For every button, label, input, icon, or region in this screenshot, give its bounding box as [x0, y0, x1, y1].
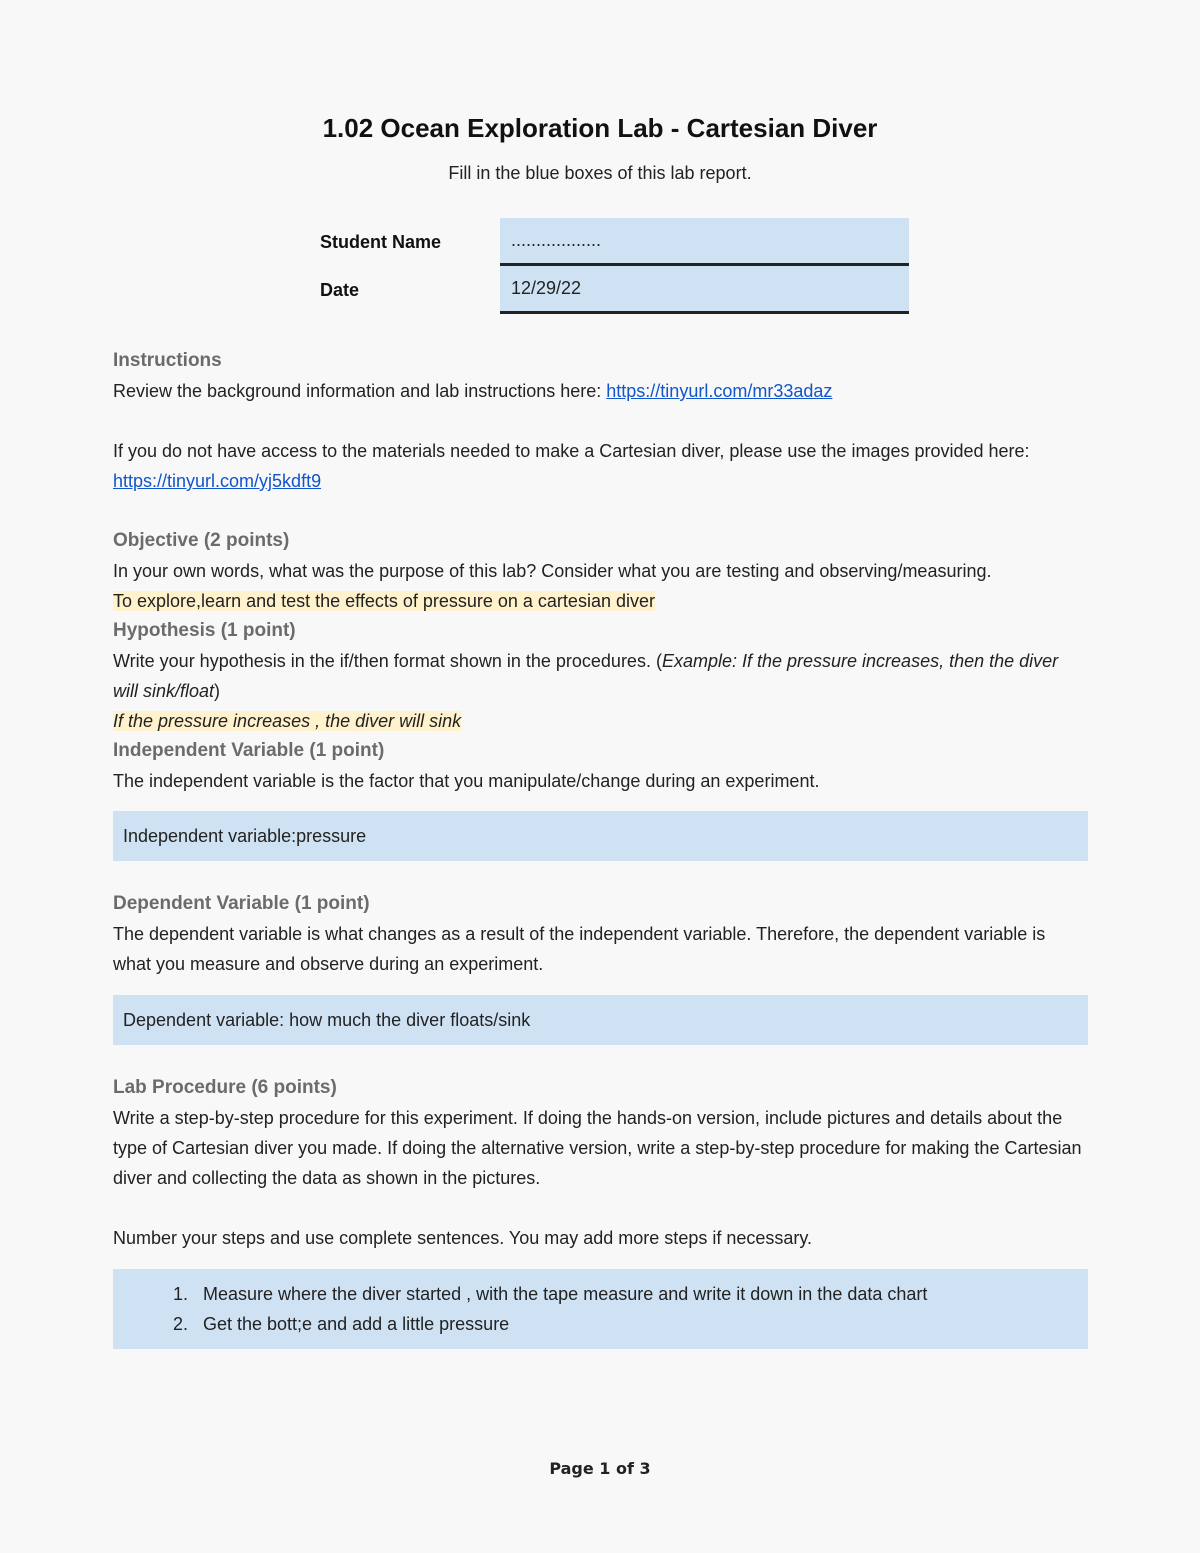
- independent-variable-answer-box[interactable]: Independent variable:pressure: [113, 811, 1088, 861]
- student-name-label: Student Name: [320, 231, 442, 252]
- document-subtitle: Fill in the blue boxes of this lab report.: [448, 163, 752, 183]
- instructions-line-1: [113, 376, 1088, 406]
- instructions-link-2[interactable]: https://tinyurl.com/yj5kdft9: [113, 471, 322, 491]
- page-number: Page 1 of 3: [549, 1459, 651, 1478]
- procedure-steps-list: [113, 1279, 1088, 1339]
- dependent-variable-answer-box[interactable]: Dependent variable: how much the diver floats/sink: [113, 995, 1088, 1045]
- instructions-link-1[interactable]: https://tinyurl.com/mr33adaz: [606, 381, 833, 401]
- hypothesis-answer[interactable]: If the pressure increases , the diver will sink: [113, 711, 462, 731]
- instructions-text-2: If you do not have access to the materials needed to make a Cartesian diver, please use the images provided here:: [113, 441, 1030, 461]
- objective-prompt: In your own words, what was the purpose of this lab? Consider what you are testing and observing/measuring.: [113, 561, 992, 581]
- instructions-line-2: [113, 436, 1088, 496]
- dependent-variable-heading: Dependent Variable (1 point): [113, 893, 370, 914]
- hypothesis-prompt-close: ): [214, 681, 221, 701]
- dependent-variable-prompt: The dependent variable is what changes as a result of the independent variable. Therefore, the dependent variable is what you measure and observe during an experiment.: [113, 924, 1046, 974]
- student-info-table: [307, 218, 909, 314]
- date-field[interactable]: 12/29/22: [500, 266, 909, 314]
- lab-procedure-prompt-2: Number your steps and use complete sentences. You may add more steps if necessary.: [113, 1228, 813, 1248]
- objective-heading: Objective (2 points): [113, 530, 290, 551]
- hypothesis-prompt-text: Write your hypothesis in the if/then format shown in the procedures. (: [113, 651, 662, 671]
- student-name-field[interactable]: ..................: [500, 218, 909, 266]
- document-title: 1.02 Ocean Exploration Lab - Cartesian Diver: [322, 113, 878, 143]
- student-name-row: [307, 218, 909, 266]
- hypothesis-example: Example: If the pressure increases, then the diver will sink/float: [113, 651, 1059, 701]
- hypothesis-prompt: [113, 646, 1088, 706]
- instructions-heading: Instructions: [113, 350, 222, 371]
- instructions-text-1: Review the background information and lab instructions here:: [113, 381, 607, 401]
- procedure-step[interactable]: 1. Measure where the diver started , with the tape measure and write it down in the data chart: [193, 1279, 1088, 1309]
- lab-procedure-prompt-1: Write a step-by-step procedure for this experiment. If doing the hands-on version, include pictures and details about the type of Cartesian diver you made. If doing the alternative version, write a step-by-step procedure for making the Cartesian diver and collecting the data as shown in the pictures.: [113, 1108, 1082, 1188]
- independent-variable-prompt: The independent variable is the factor that you manipulate/change during an experiment.: [113, 771, 820, 791]
- independent-variable-heading: Independent Variable (1 point): [113, 740, 385, 761]
- date-row: [307, 266, 909, 314]
- lab-procedure-answer-box[interactable]: [113, 1269, 1088, 1349]
- hypothesis-heading: Hypothesis (1 point): [113, 620, 296, 641]
- objective-answer[interactable]: To explore,learn and test the effects of pressure on a cartesian diver: [113, 591, 655, 611]
- lab-report-body: [113, 346, 1088, 1363]
- date-label: Date: [320, 279, 360, 300]
- lab-procedure-heading: Lab Procedure (6 points): [113, 1077, 337, 1098]
- procedure-step[interactable]: 2. Get the bott;e and add a little pressure: [193, 1309, 1088, 1339]
